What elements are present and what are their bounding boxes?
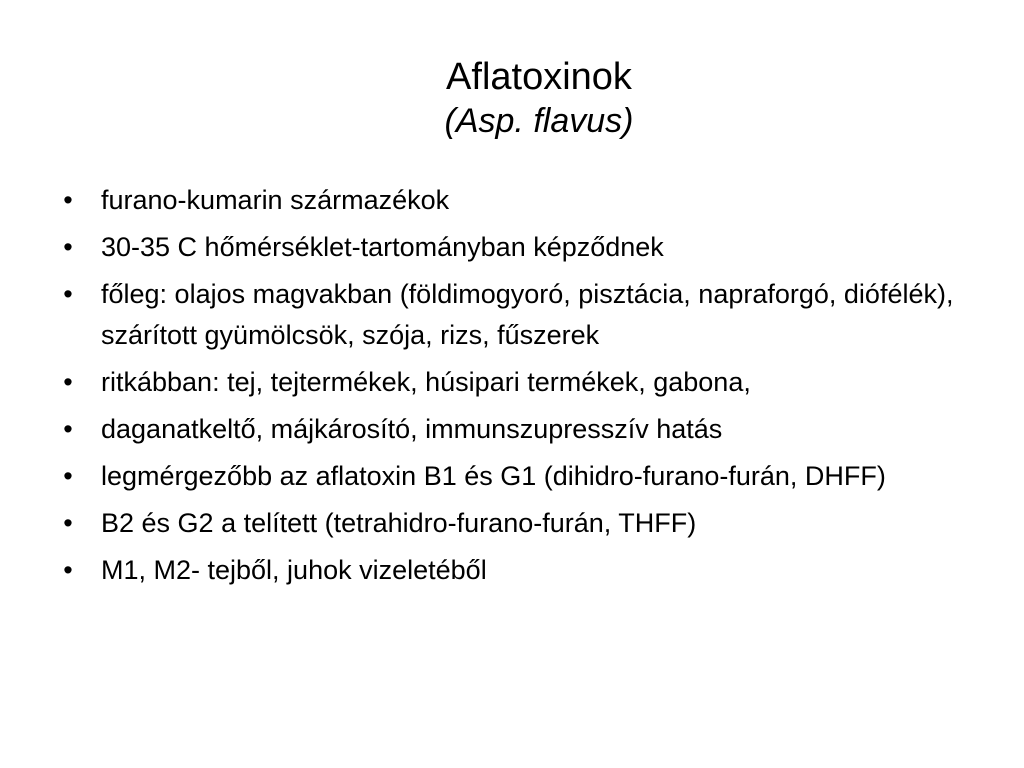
bullet-list <box>58 180 958 597</box>
bullet-item <box>58 456 958 497</box>
bullet-item <box>58 362 958 403</box>
bullet-text: M1, M2- tejből, juhok vizeletéből <box>101 555 487 585</box>
bullet-text: főleg: olajos magvakban (földimogyoró, pisztácia, napraforgó, diófélék), szárított gyümölcsök, szója, rizs, fűszerek <box>101 279 954 350</box>
bullet-icon: • <box>63 185 73 215</box>
title-block <box>0 54 1024 142</box>
slide-subtitle: (Asp. flavus) <box>444 102 634 140</box>
bullet-text: legmérgezőbb az aflatoxin B1 és G1 (dihidro-furano-furán, DHFF) <box>101 461 886 491</box>
bullet-icon: • <box>63 555 73 585</box>
bullet-icon: • <box>63 279 73 309</box>
bullet-item <box>58 409 958 450</box>
bullet-icon: • <box>63 232 73 262</box>
bullet-icon: • <box>63 414 73 444</box>
bullet-item <box>58 274 958 356</box>
bullet-item <box>58 227 958 268</box>
bullet-icon: • <box>63 508 73 538</box>
bullet-item <box>58 550 958 591</box>
bullet-text: ritkábban: tej, tejtermékek, húsipari termékek, gabona, <box>101 367 751 397</box>
bullet-item <box>58 503 958 544</box>
bullet-text: 30-35 C hőmérséklet-tartományban képződnek <box>101 232 664 262</box>
bullet-icon: • <box>63 367 73 397</box>
bullet-item <box>58 180 958 221</box>
bullet-text: daganatkeltő, májkárosító, immunszupresszív hatás <box>101 414 723 444</box>
slide-title: Aflatoxinok <box>446 56 632 98</box>
bullet-text: furano-kumarin származékok <box>101 185 450 215</box>
bullet-icon: • <box>63 461 73 491</box>
bullet-text: B2 és G2 a telített (tetrahidro-furano-furán, THFF) <box>101 508 697 538</box>
